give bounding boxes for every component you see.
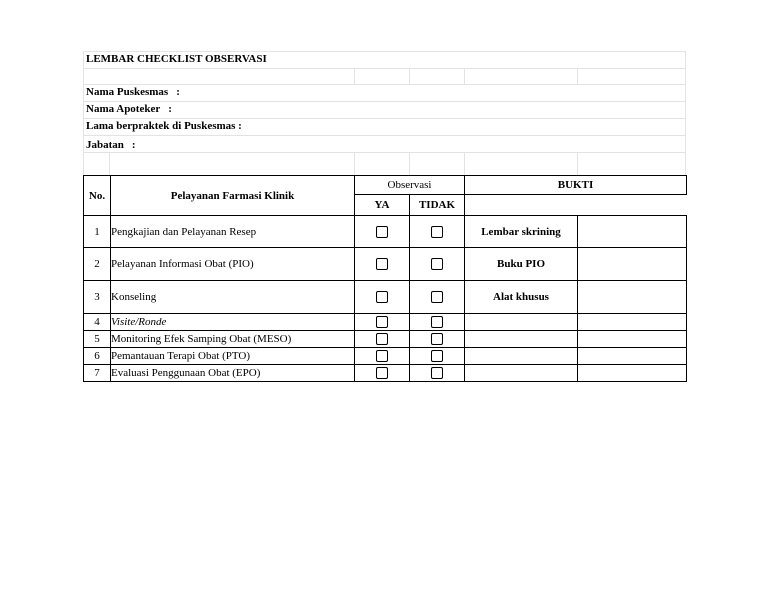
checkbox-tidak[interactable] <box>431 291 443 303</box>
header-yes: YA <box>355 195 410 216</box>
checkbox-ya[interactable] <box>376 333 388 345</box>
row-service: Konseling <box>111 281 355 314</box>
row-number: 4 <box>84 314 111 331</box>
row-number: 5 <box>84 331 111 348</box>
row-evidence-extra <box>578 314 687 331</box>
table-row <box>84 348 687 365</box>
field-jabatan-colon: : <box>131 139 136 151</box>
checkbox-tidak[interactable] <box>431 316 443 328</box>
row-evidence: Alat khusus <box>465 281 578 314</box>
header-observation: Observasi <box>355 176 465 195</box>
field-lama-praktek <box>86 120 242 132</box>
checkbox-tidak[interactable] <box>431 226 443 238</box>
row-evidence-extra <box>578 248 687 281</box>
checkbox-tidak[interactable] <box>431 258 443 270</box>
table-row <box>84 365 687 382</box>
row-evidence: Buku PIO <box>465 248 578 281</box>
row-evidence <box>465 314 578 331</box>
checkbox-ya[interactable] <box>376 291 388 303</box>
row-number: 6 <box>84 348 111 365</box>
checkbox-tidak[interactable] <box>431 333 443 345</box>
table-row <box>84 314 687 331</box>
checklist-table <box>83 175 687 382</box>
checklist-sheet <box>83 51 686 379</box>
row-evidence: Lembar skrining <box>465 216 578 248</box>
checkbox-ya[interactable] <box>376 367 388 379</box>
table-row <box>84 281 687 314</box>
field-apoteker <box>86 103 172 115</box>
header-service: Pelayanan Farmasi Klinik <box>111 176 355 216</box>
row-number: 3 <box>84 281 111 314</box>
row-service: Evaluasi Penggunaan Obat (EPO) <box>111 365 355 382</box>
row-evidence <box>465 348 578 365</box>
field-jabatan-label: Jabatan <box>86 139 124 151</box>
field-puskesmas-colon: : <box>176 86 180 98</box>
field-puskesmas-label: Nama Puskesmas <box>86 86 169 98</box>
row-number: 7 <box>84 365 111 382</box>
row-evidence-extra <box>578 365 687 382</box>
row-number: 1 <box>84 216 111 248</box>
table-row <box>84 331 687 348</box>
row-evidence <box>465 365 578 382</box>
header-no-option: TIDAK <box>410 195 465 216</box>
row-evidence <box>465 331 578 348</box>
checkbox-ya[interactable] <box>376 258 388 270</box>
row-service: Pelayanan Informasi Obat (PIO) <box>111 248 355 281</box>
row-evidence-extra <box>578 348 687 365</box>
row-evidence-extra <box>578 216 687 248</box>
header-no: No. <box>84 176 111 216</box>
form-header <box>83 51 686 176</box>
row-service: Monitoring Efek Samping Obat (MESO) <box>111 331 355 348</box>
row-evidence-extra <box>578 331 687 348</box>
field-puskesmas <box>86 86 180 98</box>
field-lama-praktek-label: Lama berpraktek di Puskesmas : <box>86 120 242 132</box>
form-title: LEMBAR CHECKLIST OBSERVASI <box>86 53 267 65</box>
field-jabatan <box>86 139 136 151</box>
checkbox-tidak[interactable] <box>431 350 443 362</box>
header-evidence: BUKTI <box>465 176 687 195</box>
row-service: Pengkajian dan Pelayanan Resep <box>111 216 355 248</box>
checkbox-ya[interactable] <box>376 226 388 238</box>
row-service: Visite/Ronde <box>111 314 355 331</box>
field-apoteker-label: Nama Apoteker <box>86 103 161 115</box>
row-evidence-extra <box>578 281 687 314</box>
table-row <box>84 216 687 248</box>
checkbox-ya[interactable] <box>376 350 388 362</box>
row-service: Pemantauan Terapi Obat (PTO) <box>111 348 355 365</box>
row-number: 2 <box>84 248 111 281</box>
checkbox-tidak[interactable] <box>431 367 443 379</box>
field-apoteker-colon: : <box>168 103 172 115</box>
checkbox-ya[interactable] <box>376 316 388 328</box>
table-row <box>84 248 687 281</box>
